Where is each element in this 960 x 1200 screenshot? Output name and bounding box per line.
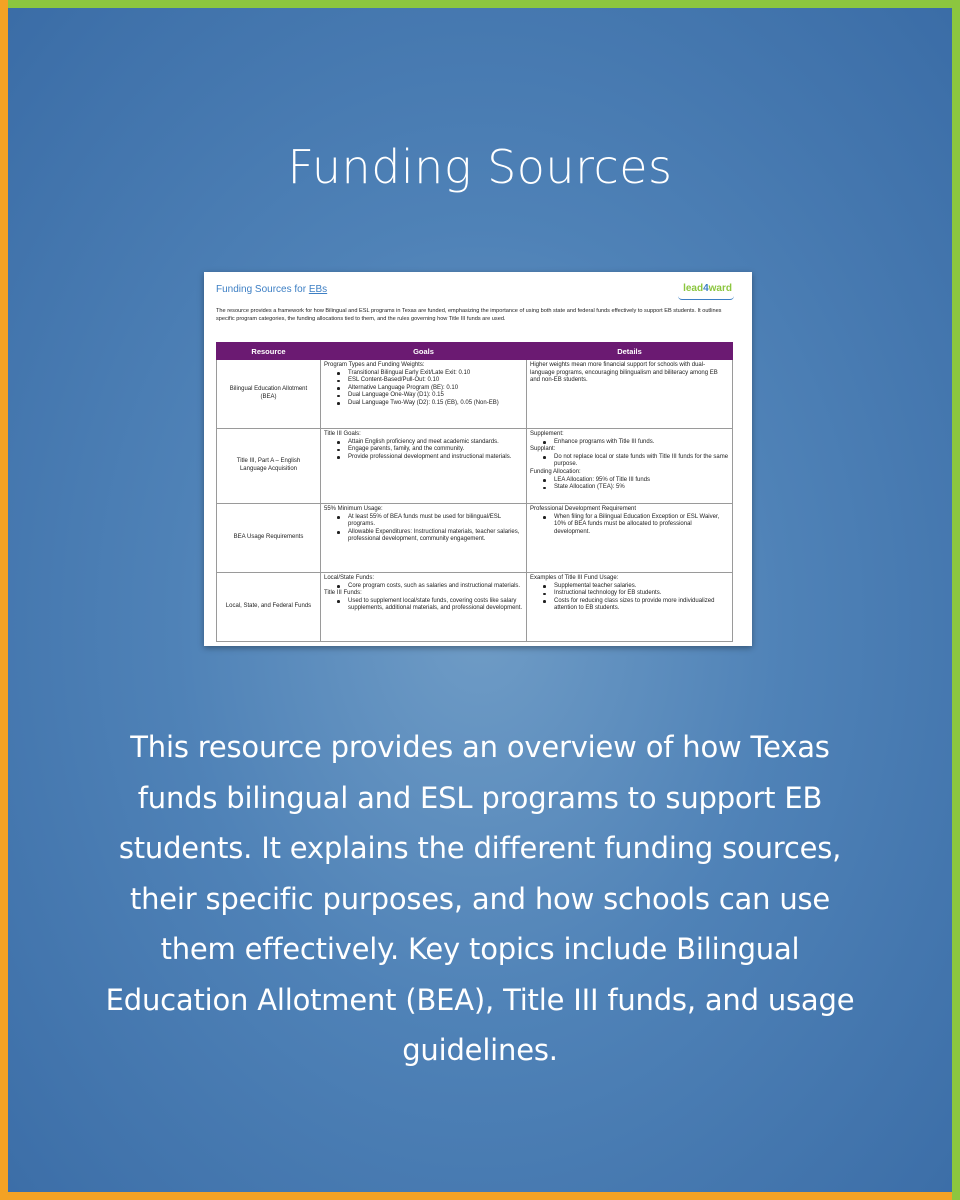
details-heading: Supplant: <box>530 446 556 453</box>
funding-table <box>216 342 733 642</box>
document-intro: The resource provides a framework for how Bilingual and ESL programs in Texas are funded, emphasizing the importance of using both state and federal funds effectively to support EB students. It outlines specific program categories, the funding allocations tied to them, and the rules governing how Title III funds are used. <box>216 308 722 322</box>
resource-cell: Bilingual Education Allotment (BEA) <box>217 360 321 429</box>
goals-list <box>324 370 523 408</box>
details-list <box>530 514 729 537</box>
details-cell: Higher weights mean more financial support for schools with dual-language programs, encouraging bilingualism and biliteracy among EB and non-EB students. <box>527 360 733 429</box>
details-list <box>530 454 729 469</box>
logo-mark: 4 <box>703 283 709 294</box>
goals-list <box>324 439 523 462</box>
list-item: ESL Content-Based/Pull-Out: 0.10 <box>348 377 523 385</box>
list-item: Engage parents, family, and the community. <box>348 446 523 454</box>
goals-heading: 55% Minimum Usage: <box>324 506 383 512</box>
list-item: Dual Language One-Way (D1): 0.15 <box>348 392 523 400</box>
list-item: LEA Allocation: 95% of Title III funds <box>554 477 729 485</box>
details-list <box>530 583 729 613</box>
list-item: Enhance programs with Title III funds. <box>554 439 729 447</box>
goals-list <box>324 514 523 544</box>
goals-cell <box>321 504 527 573</box>
list-item: Dual Language Two-Way (D2): 0.15 (EB), 0.05 (Non-EB) <box>348 400 523 408</box>
document-title-abbrev: EBs <box>308 284 328 295</box>
list-item: At least 55% of BEA funds must be used for bilingual/ESL programs. <box>348 514 523 529</box>
goals-heading: Program Types and Funding Weights: <box>324 362 425 368</box>
description-text: This resource provides an overview of how Texas funds bilingual and ESL programs to support EB students. It explains the different funding sources, their specific purposes, and how schools can use them effectively. Key topics include Bilingual Education Allotment (BEA), Title III funds, and usage guidelines. <box>105 730 855 1067</box>
resource-cell: BEA Usage Requirements <box>217 504 321 573</box>
top-border-green <box>0 0 960 8</box>
table-row <box>217 429 733 504</box>
details-list <box>530 439 729 447</box>
goals-cell <box>321 429 527 504</box>
goals-heading: Local/State Funds: <box>324 575 375 581</box>
list-item: Alternative Language Program (BE): 0.10 <box>348 385 523 393</box>
list-item: Provide professional development and instructional materials. <box>348 454 523 462</box>
goals-cell <box>321 573 527 642</box>
goals-list <box>324 583 523 591</box>
bottom-border-orange <box>0 1192 960 1200</box>
table-row <box>217 504 733 573</box>
document-preview <box>204 272 752 646</box>
details-cell <box>527 429 733 504</box>
details-heading: Examples of Title III Fund Usage: <box>530 575 619 581</box>
list-item: Attain English proficiency and meet academic standards. <box>348 439 523 447</box>
column-header: Resource <box>217 343 321 360</box>
details-heading: Professional Development Requirement <box>530 506 637 512</box>
page-title: Funding Sources <box>287 140 673 194</box>
logo-main: lead <box>683 283 704 294</box>
list-item: Transitional Bilingual Early Exit/Late Exit: 0.10 <box>348 370 523 378</box>
list-item: Core program costs, such as salaries and instructional materials. <box>348 583 523 591</box>
resource-cell: Title III, Part A – English Language Acquisition <box>217 429 321 504</box>
list-item: State Allocation (TEA): 5% <box>554 484 729 492</box>
details-cell <box>527 504 733 573</box>
list-item: Costs for reducing class sizes to provide more individualized attention to EB students. <box>554 598 729 613</box>
goals-heading: Title III Goals: <box>324 431 361 437</box>
resource-cell: Local, State, and Federal Funds <box>217 573 321 642</box>
details-heading: Supplement: <box>530 431 564 437</box>
table-row <box>217 573 733 642</box>
goals-cell <box>321 360 527 429</box>
list-item: Do not replace local or state funds with Title III funds for the same purpose. <box>554 453 729 468</box>
column-header: Details <box>527 343 733 360</box>
logo-end: ward <box>708 283 732 294</box>
list-item: When filing for a Bilingual Education Exception or ESL Waiver, 10% of BEA funds must be allocated to professional development. <box>554 514 729 537</box>
list-item: Instructional technology for EB students. <box>554 590 729 598</box>
goals-list <box>324 598 523 613</box>
column-header: Goals <box>321 343 527 360</box>
document-title-prefix: Funding Sources for <box>216 284 309 295</box>
table-header-row <box>217 343 733 360</box>
details-cell <box>527 573 733 642</box>
list-item: Supplemental teacher salaries. <box>554 583 729 591</box>
goals-heading: Title III Funds: <box>324 590 362 597</box>
lead4ward-logo <box>683 283 732 294</box>
logo-swoosh <box>678 296 734 300</box>
document-title <box>216 284 327 295</box>
table-row <box>217 360 733 429</box>
list-item: Used to supplement local/state funds, covering costs like salary supplements, additional materials, and professional development. <box>348 597 523 612</box>
details-heading: Funding Allocation: <box>530 468 581 475</box>
details-list <box>530 477 729 492</box>
list-item: Allowable Expenditures: Instructional materials, teacher salaries, professional development, community engagement. <box>348 529 523 544</box>
